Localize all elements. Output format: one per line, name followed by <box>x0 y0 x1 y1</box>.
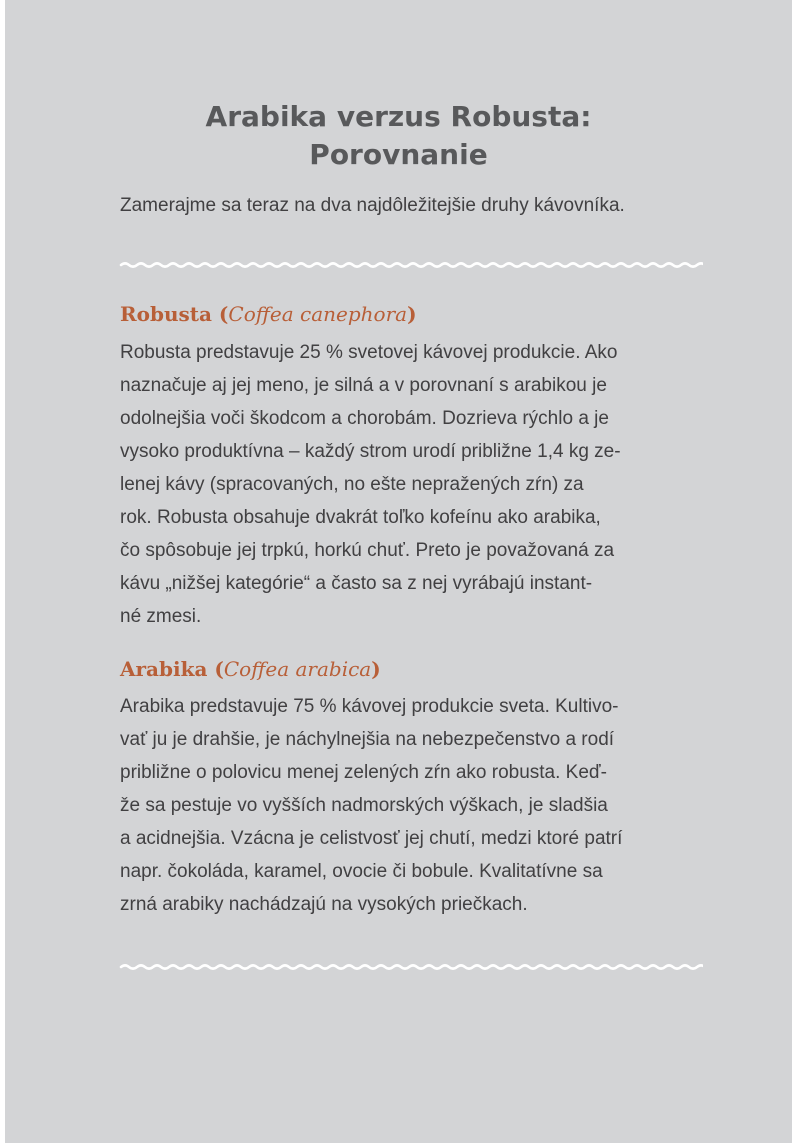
text-line: čo spôsobuje jej trpkú, horkú chuť. Preto je považovaná za <box>120 540 615 561</box>
page-title-line-2: Porovnanie <box>309 138 488 171</box>
section-text-arabika <box>120 690 710 921</box>
page-title-line-1: Arabika verzus Robusta: <box>205 100 592 133</box>
section-latin-name: Coffea arabica <box>223 657 372 681</box>
text-line: vať ju je drahšie, je náchylnejšia na nebezpečenstvo a rodí <box>120 729 615 750</box>
section-heading-arabika: Arabika (Coffea arabica) <box>120 657 381 681</box>
section-name: Robusta <box>120 302 212 326</box>
text-line: Arabika predstavuje 75 % kávovej produkcie sveta. Kultivo- <box>120 696 619 717</box>
text-line: približne o polovicu menej zelených zŕn ako robusta. Keď- <box>120 762 607 783</box>
text-line: rok. Robusta obsahuje dvakrát toľko kofeínu ako arabika, <box>120 507 601 528</box>
text-line: naznačuje aj jej meno, je silná a v porovnaní s arabikou je <box>120 375 607 396</box>
text-line: zrná arabiky nachádzajú na vysokých priečkach. <box>120 894 528 915</box>
text-line: vysoko produktívna – každý strom urodí približne 1,4 kg ze- <box>120 441 621 462</box>
text-line: né zmesi. <box>120 606 202 627</box>
wavy-divider-bottom <box>119 961 703 973</box>
text-line: odolnejšia voči škodcom a chorobám. Dozrieva rýchlo a je <box>120 408 609 429</box>
section-latin-name: Coffea canephora <box>228 302 408 326</box>
section-heading-robusta: Robusta (Coffea canephora) <box>120 302 417 326</box>
text-line: že sa pestuje vo vyšších nadmorských výškach, je sladšia <box>120 795 608 816</box>
intro-text: Zamerajme sa teraz na dva najdôležitejšie druhy kávovníka. <box>120 195 625 216</box>
text-line: kávu „nižšej kategórie“ a často sa z nej vyrábajú instant- <box>120 573 593 594</box>
text-line: a acidnejšia. Vzácna je celistvosť jej chutí, medzi ktoré patrí <box>120 828 623 849</box>
book-page <box>5 0 792 1143</box>
text-line: Robusta predstavuje 25 % svetovej kávovej produkcie. Ako <box>120 342 618 363</box>
text-line: napr. čokoláda, karamel, ovocie či bobule. Kvalitatívne sa <box>120 861 603 882</box>
wavy-divider-top <box>119 259 703 271</box>
section-text-robusta <box>120 336 710 633</box>
section-name: Arabika <box>120 657 208 681</box>
text-line: lenej kávy (spracovaných, no ešte nepražených zŕn) za <box>120 474 584 495</box>
